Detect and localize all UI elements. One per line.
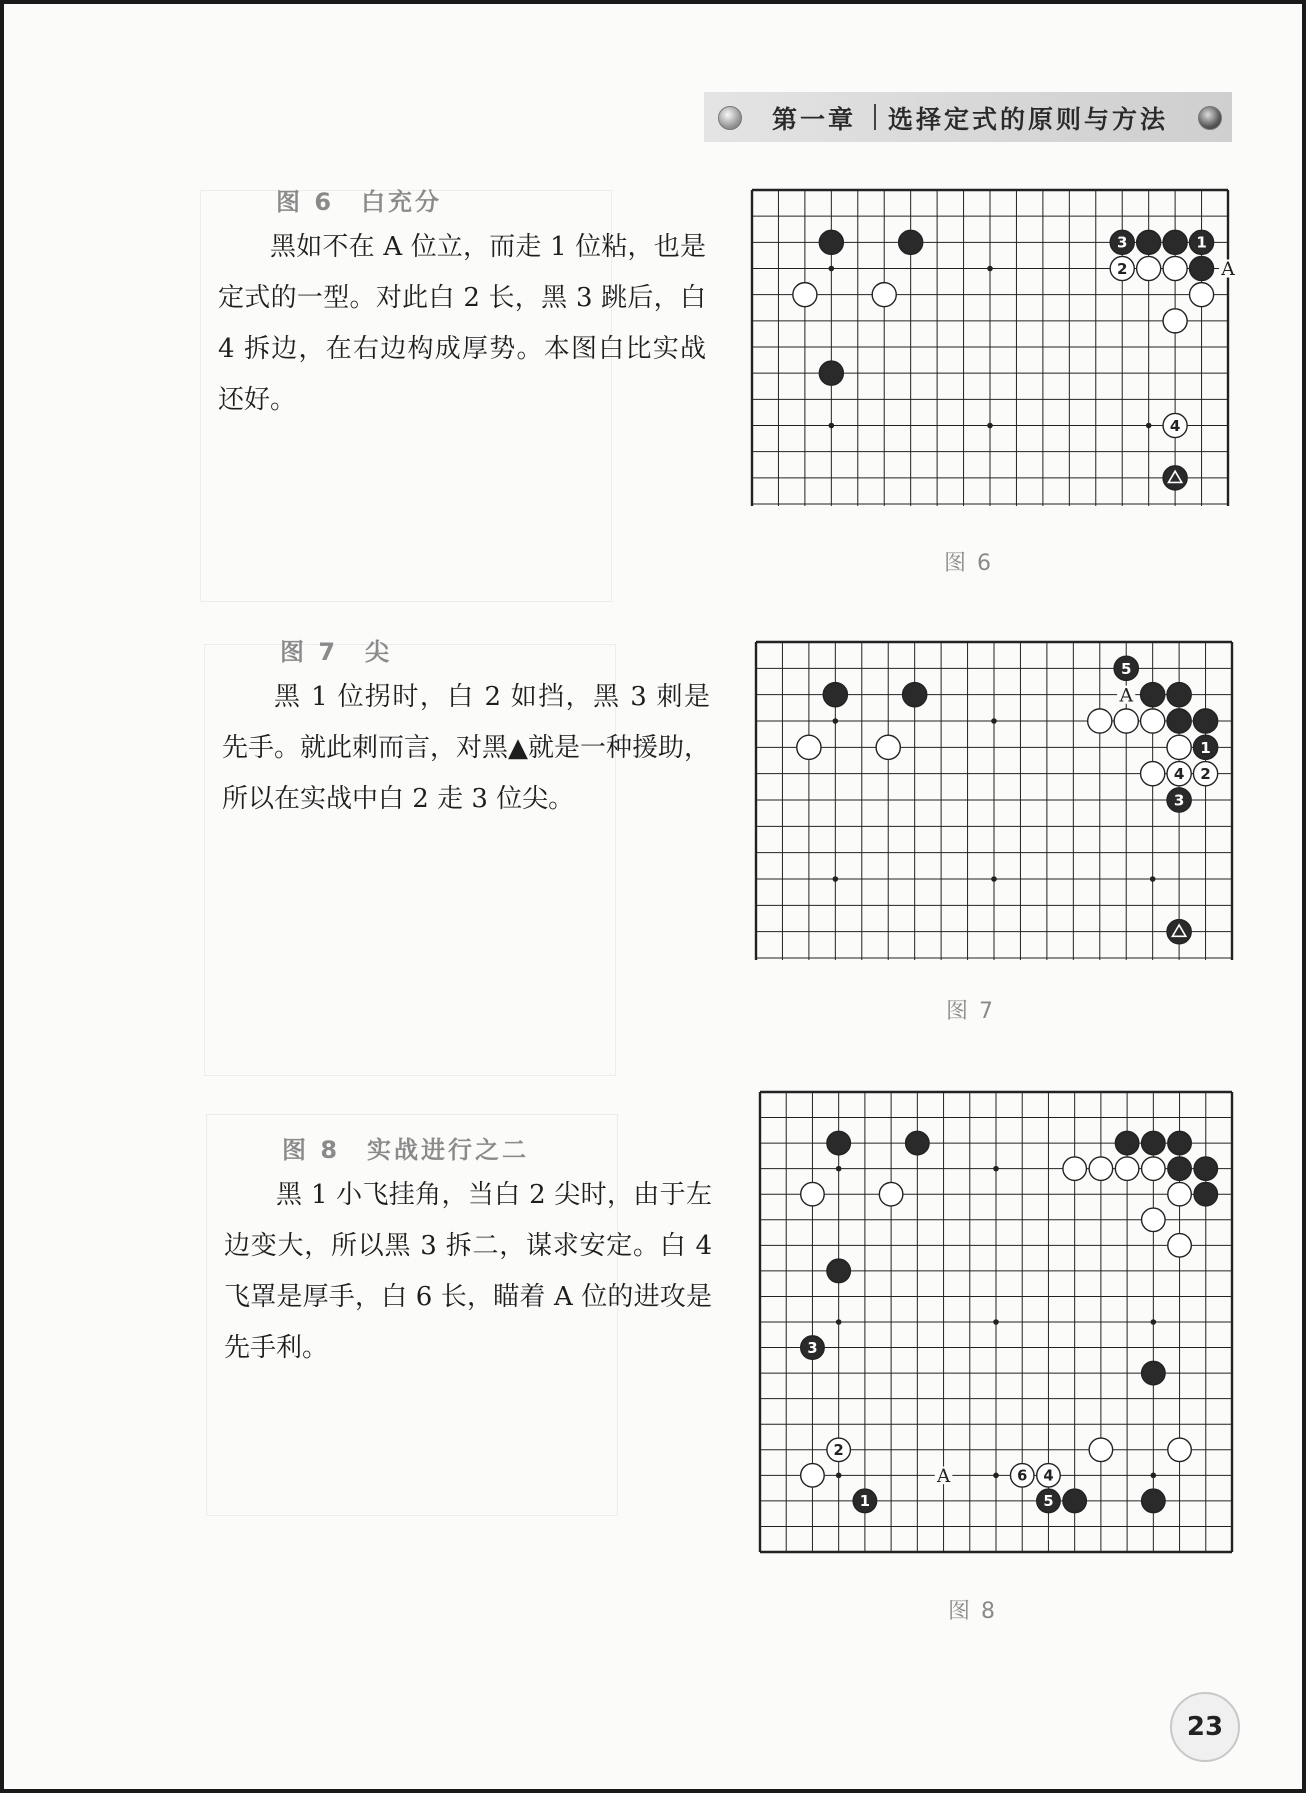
white-stone: [1115, 1157, 1139, 1181]
white-stone: [1089, 1157, 1113, 1181]
black-stone: [823, 683, 847, 707]
move-number: 5: [1043, 1493, 1054, 1511]
black-stone: [819, 361, 843, 385]
move-number: 1: [1196, 233, 1207, 252]
move-number: 2: [833, 1442, 844, 1460]
move-number: 6: [1017, 1467, 1028, 1485]
move-number: 1: [859, 1493, 871, 1511]
black-stone: [1137, 230, 1161, 254]
move-number: 4: [1173, 765, 1185, 784]
go-board: [758, 1090, 1234, 1554]
move-number: 5: [1120, 659, 1132, 678]
header-bullet-icon: [718, 106, 742, 130]
white-stone: [1137, 256, 1161, 280]
white-stone: [1142, 1157, 1166, 1181]
move-number: 2: [1116, 259, 1128, 278]
black-stone: [1142, 1361, 1166, 1385]
chapter-title: 选择定式的原则与方法: [888, 105, 1169, 134]
white-stone: [1163, 256, 1187, 280]
figure-6-text: 黑如不在 A 位立，而走 1 位粘，也是定式的一型。对此白 2 长，黑 3 跳后，白 4 拆边，在右边构成厚势。本图白比实战还好。: [218, 232, 706, 415]
white-stone: [801, 1464, 825, 1488]
figure-8-caption: 图 8: [948, 1599, 997, 1624]
black-stone: [1168, 1131, 1192, 1155]
star-point: [991, 718, 997, 724]
white-stone: [1141, 709, 1165, 733]
black-stone: [1194, 1157, 1218, 1181]
white-stone: [1141, 762, 1165, 786]
black-stone: [1163, 230, 1187, 254]
black-stone: [1141, 683, 1165, 707]
star-point: [833, 718, 839, 724]
white-stone: [1167, 735, 1191, 759]
black-stone: [1115, 1131, 1139, 1155]
figure-8-board: [758, 1090, 1234, 1554]
black-stone: [1167, 683, 1191, 707]
move-number: 1: [1200, 738, 1211, 757]
figure-7-board: [754, 640, 1234, 960]
white-stone: [793, 283, 817, 307]
star-point: [993, 1166, 999, 1172]
black-stone: [1142, 1131, 1166, 1155]
point-label: A: [1119, 685, 1134, 707]
star-point: [833, 876, 839, 882]
white-stone: [879, 1182, 903, 1206]
white-stone: [1063, 1157, 1087, 1181]
star-point: [836, 1473, 842, 1479]
black-stone: [1063, 1489, 1087, 1513]
black-stone: [1194, 1182, 1218, 1206]
black-stone: [1167, 709, 1191, 733]
white-stone: [1168, 1438, 1192, 1462]
move-number: 4: [1169, 416, 1181, 435]
move-number: 3: [807, 1339, 818, 1357]
star-point: [993, 1473, 999, 1479]
white-stone: [801, 1182, 825, 1206]
figure-7-text: 黑 1 位拐时，白 2 如挡，黑 3 刺是先手。就此刺而言，对黑▲就是一种援助，所以在实战中白 2 走 3 位尖。: [222, 682, 710, 814]
figure-7-caption: 图 7: [946, 999, 995, 1024]
black-stone: [827, 1259, 851, 1283]
page-number-badge: [1170, 1692, 1240, 1762]
black-stone: [1142, 1489, 1166, 1513]
star-point: [829, 423, 835, 429]
go-board: [754, 640, 1234, 960]
star-point: [1151, 1319, 1157, 1325]
white-stone: [797, 735, 821, 759]
star-point: [1151, 1473, 1157, 1479]
black-stone: [903, 683, 927, 707]
figure-6-board: [750, 188, 1235, 506]
black-stone: [1193, 709, 1217, 733]
black-stone: [1163, 466, 1187, 490]
header-divider: [874, 104, 876, 130]
star-point: [1150, 876, 1156, 882]
star-point: [993, 1319, 999, 1325]
star-point: [836, 1319, 842, 1325]
white-stone: [1190, 283, 1214, 307]
white-stone: [872, 283, 896, 307]
black-stone: [1167, 920, 1191, 944]
star-point: [829, 266, 835, 272]
page-number: 23: [1186, 1712, 1224, 1742]
figure-8-text: 黑 1 小飞挂角，当白 2 尖时，由于左边变大，所以黑 3 拆二，谋求安定。白 4 飞罩是厚手，白 6 长，瞄着 A 位的进攻是先手利。: [224, 1180, 712, 1363]
white-stone: [876, 735, 900, 759]
star-point: [991, 876, 997, 882]
move-number: 4: [1043, 1467, 1054, 1485]
black-stone: [1190, 256, 1214, 280]
figure-8-title: 图 8 实战进行之二: [282, 1136, 530, 1164]
black-stone: [1168, 1157, 1192, 1181]
white-stone: [1089, 1438, 1113, 1462]
figure-7-title: 图 7 尖: [280, 638, 393, 666]
white-stone: [1114, 709, 1138, 733]
figure-6-title: 图 6 白充分: [276, 188, 443, 216]
star-point: [987, 423, 993, 429]
star-point: [1146, 423, 1152, 429]
figure-6-caption: 图 6: [944, 551, 993, 576]
white-stone: [1142, 1208, 1166, 1232]
point-label: A: [936, 1465, 951, 1487]
star-point: [836, 1166, 842, 1172]
white-stone: [1163, 309, 1187, 333]
move-number: 3: [1173, 791, 1185, 810]
chapter-number: 第一章: [772, 105, 857, 134]
header-bullet-icon: [1198, 106, 1222, 130]
move-number: 3: [1116, 233, 1128, 252]
black-stone: [827, 1131, 851, 1155]
point-label: A: [1221, 259, 1235, 281]
white-stone: [1168, 1234, 1192, 1258]
white-stone: [1088, 709, 1112, 733]
move-number: 2: [1200, 765, 1211, 784]
black-stone: [819, 230, 843, 254]
chapter-header: [704, 92, 1232, 142]
white-stone: [1168, 1182, 1192, 1206]
black-stone: [899, 230, 923, 254]
star-point: [987, 266, 993, 272]
black-stone: [906, 1131, 930, 1155]
go-board: [750, 188, 1235, 506]
